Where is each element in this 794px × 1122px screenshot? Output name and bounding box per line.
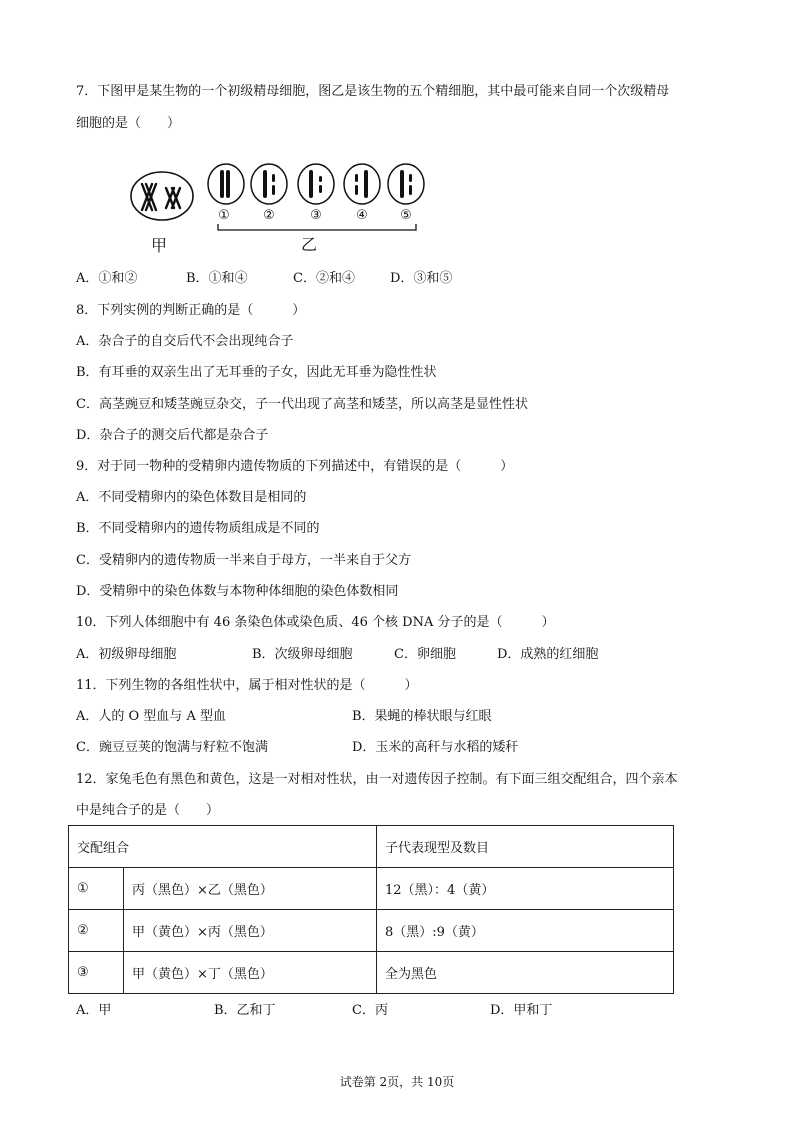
q8-option-a: A．杂合子的自交后代不会出现纯合子 xyxy=(76,334,294,349)
cell-number-2: ② xyxy=(263,208,275,223)
q7-stem-line2: 细胞的是（ ） xyxy=(76,116,181,131)
q7-option-d: D．③和⑤ xyxy=(390,271,453,286)
header-combo: 交配组合 xyxy=(69,826,377,868)
q9-option-c: C．受精卵内的遗传物质一半来自于母方，一半来自于父方 xyxy=(76,553,411,568)
row-result: 全为黑色 xyxy=(377,952,674,994)
q12-option-c: C．丙 xyxy=(352,1003,388,1018)
page-footer: 试卷第 2页，共 10页 xyxy=(339,1075,455,1089)
cell-number-4: ④ xyxy=(356,208,368,223)
q10-option-c: C．卵细胞 xyxy=(394,647,456,662)
row-cross: 甲（黄色）×丙（黑色） xyxy=(124,910,377,952)
q10-stem: 10．下列人体细胞中有 46 条染色体或染色质、46 个核 DNA 分子的是（ ） xyxy=(76,615,555,630)
row-cross: 甲（黄色）×丁（黑色） xyxy=(124,952,377,994)
q9-option-b: B．不同受精卵内的遗传物质组成是不同的 xyxy=(76,521,320,536)
q7-stem-line1: 7．下图甲是某生物的一个初级精母细胞，图乙是该生物的五个精细胞，其中最可能来自同一个次级精母 xyxy=(76,84,670,99)
cell-number-3: ③ xyxy=(310,208,322,223)
q12-option-a: A．甲 xyxy=(76,1003,112,1018)
q12-option-b: B．乙和丁 xyxy=(214,1003,276,1018)
row-number: ① xyxy=(69,868,124,910)
q10-option-b: B．次级卵母细胞 xyxy=(252,647,353,662)
table-row xyxy=(69,868,674,910)
q11-option-d: D．玉米的高秆与水稻的矮秆 xyxy=(352,740,519,755)
q10-option-d: D．成熟的红细胞 xyxy=(497,647,599,662)
q9-option-a: A．不同受精卵内的染色体数目是相同的 xyxy=(76,490,307,505)
q7-chromosome-figure xyxy=(126,158,426,258)
q7-option-c: C．②和④ xyxy=(293,271,355,286)
q9-option-d: D．受精卵中的染色体数与本物种体细胞的染色体数相同 xyxy=(76,584,399,599)
row-cross: 丙（黑色）×乙（黑色） xyxy=(124,868,377,910)
row-result: 8（黑）:9（黄） xyxy=(377,910,674,952)
q7-option-b: B．①和④ xyxy=(186,271,248,286)
cell-number-5: ⑤ xyxy=(400,208,412,223)
q11-stem: 11．下列生物的各组性状中，属于相对性状的是（ ） xyxy=(76,678,418,693)
row-number: ② xyxy=(69,910,124,952)
q10-option-a: A．初级卵母细胞 xyxy=(76,647,177,662)
q11-option-b: B．果蝇的棒状眼与红眼 xyxy=(352,709,492,724)
figure-label-jia: 甲 xyxy=(151,236,168,255)
q11-option-a: A．人的 O 型血与 A 型血 xyxy=(76,709,226,724)
q8-option-d: D．杂合子的测交后代都是杂合子 xyxy=(76,428,269,443)
row-number: ③ xyxy=(69,952,124,994)
q9-stem: 9．对于同一物种的受精卵内遗传物质的下列描述中，有错误的是（ ） xyxy=(76,459,514,474)
q8-option-c: C．高茎豌豆和矮茎豌豆杂交，子一代出现了高茎和矮茎，所以高茎是显性性状 xyxy=(76,397,528,412)
table-row xyxy=(69,910,674,952)
row-result: 12（黑）：4（黄） xyxy=(377,868,674,910)
cell-number-1: ① xyxy=(218,208,230,223)
table-header-row xyxy=(69,826,674,868)
q12-stem-line1: 12．家兔毛色有黑色和黄色，这是一对相对性状，由一对遗传因子控制。有下面三组交配组合，四个亲本 xyxy=(76,772,678,787)
q12-stem-line2: 中是纯合子的是（ ） xyxy=(76,803,220,818)
figure-label-yi: 乙 xyxy=(300,235,318,254)
table-row xyxy=(69,952,674,994)
q7-option-a: A．①和② xyxy=(76,271,138,286)
header-offspring: 子代表现型及数目 xyxy=(377,826,674,868)
q8-option-b: B．有耳垂的双亲生出了无耳垂的子女，因此无耳垂为隐性性状 xyxy=(76,365,437,380)
q8-stem: 8．下列实例的判断正确的是（ ） xyxy=(76,303,306,318)
q12-option-d: D．甲和丁 xyxy=(490,1003,553,1018)
q11-option-c: C．豌豆豆荚的饱满与籽粒不饱满 xyxy=(76,740,268,755)
cross-table xyxy=(68,825,674,994)
